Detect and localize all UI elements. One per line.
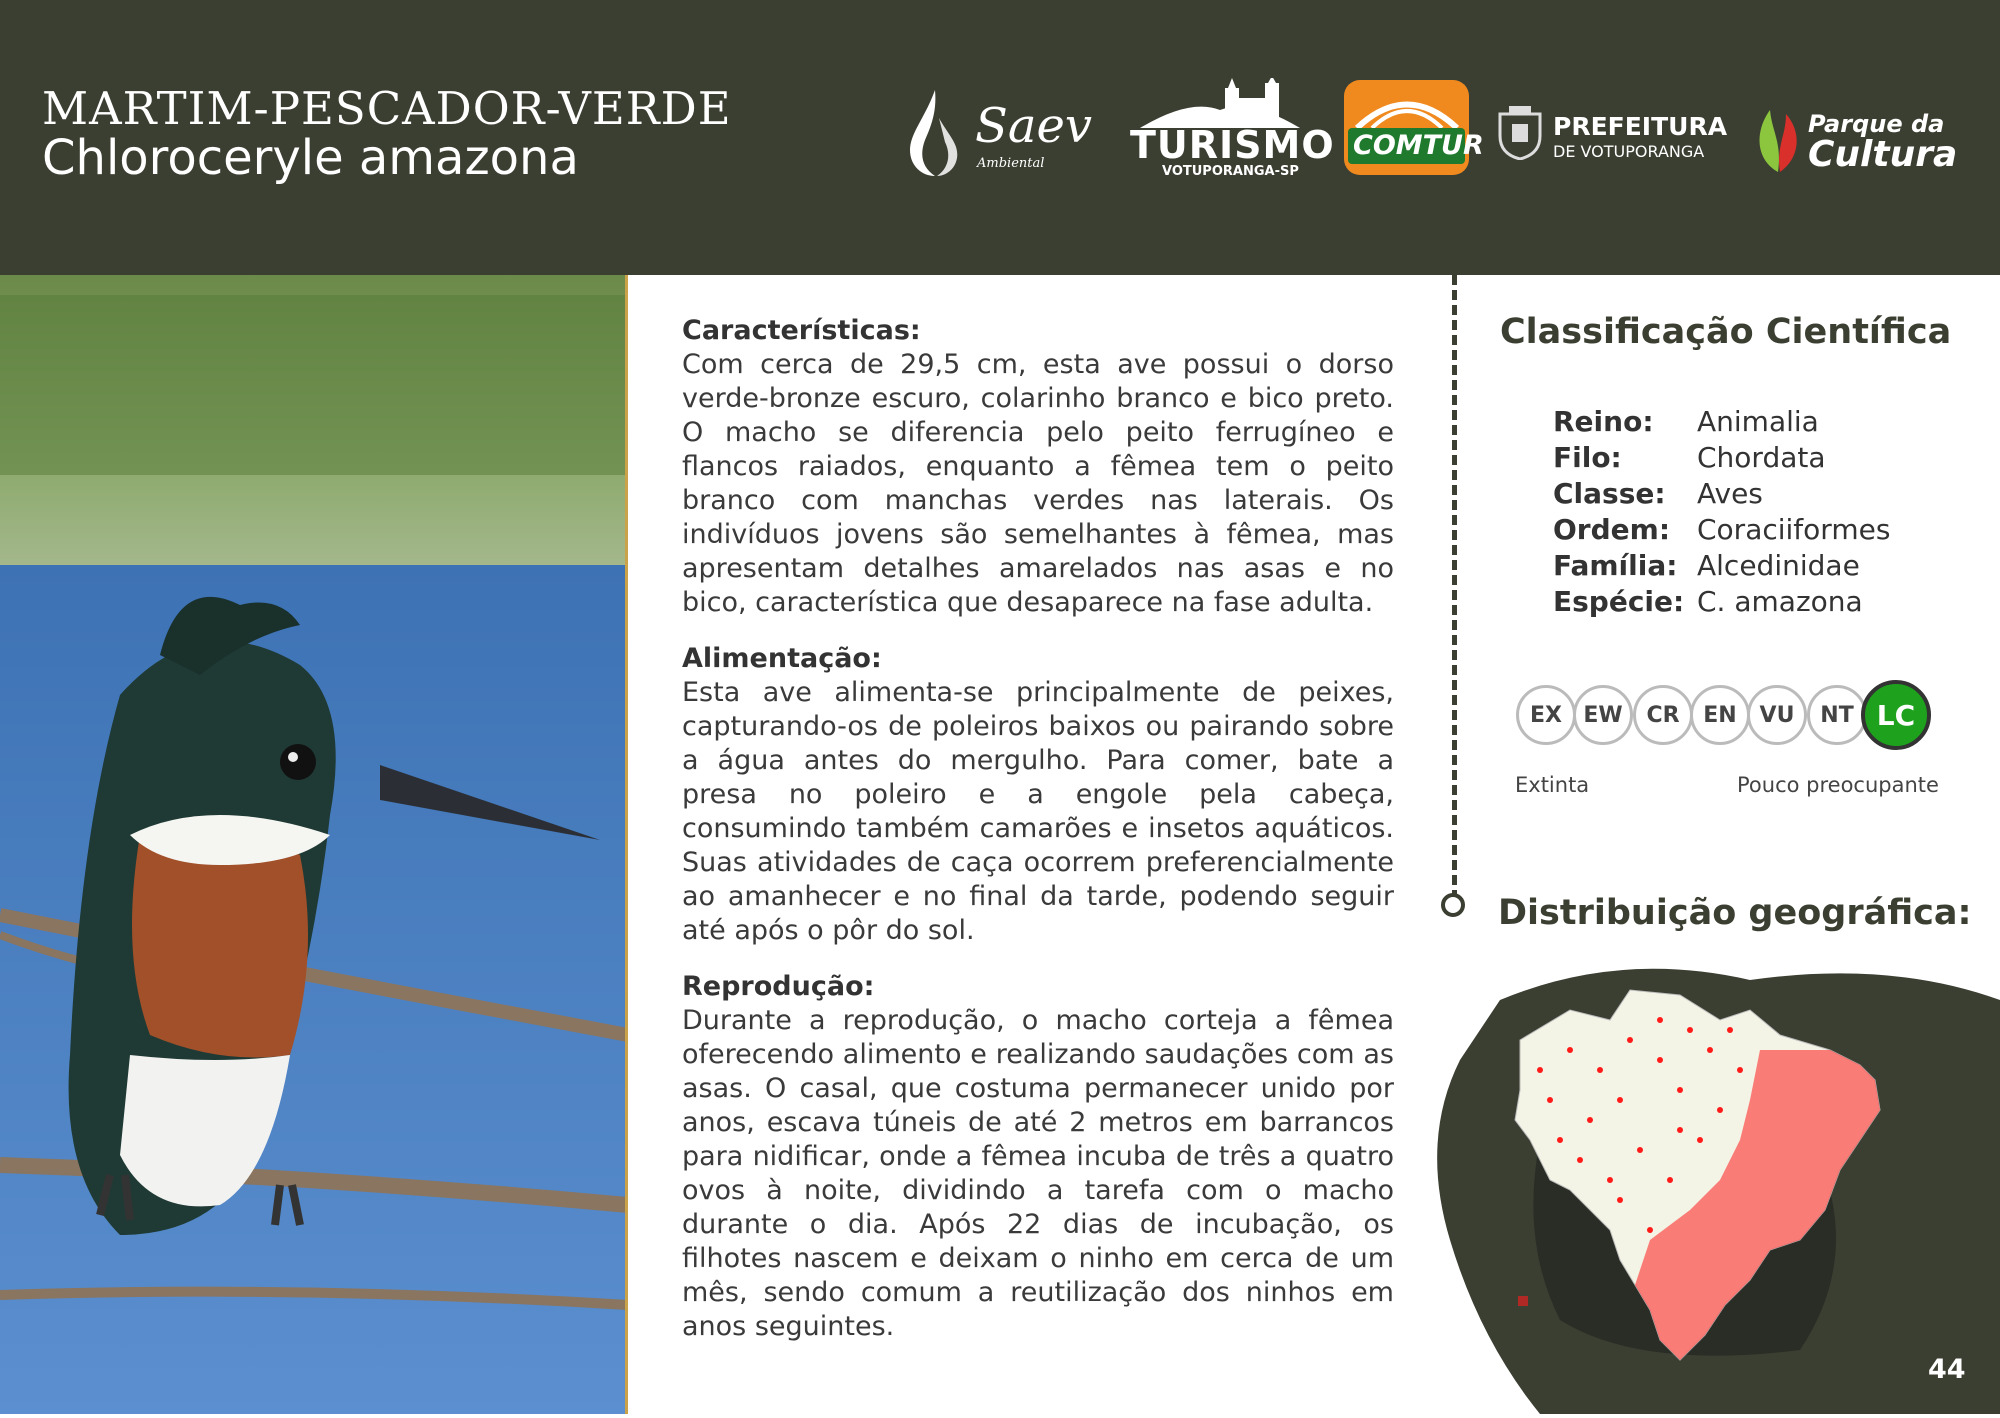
characteristics-heading: Características: <box>682 315 921 346</box>
turismo-logo <box>1130 78 1335 179</box>
status-lc-active: LC <box>1861 680 1931 750</box>
reproduction-heading: Reprodução: <box>682 971 875 1002</box>
status-cr: CR <box>1633 685 1693 745</box>
class-key: Família: <box>1553 549 1678 582</box>
page-number: 44 <box>1928 1354 1966 1385</box>
class-row-ordem <box>1553 513 1890 546</box>
description-column <box>682 314 1394 1366</box>
prefeitura-line1: PREFEITURA <box>1553 112 1728 141</box>
status-ex: EX <box>1516 685 1576 745</box>
header-bar <box>0 0 2000 275</box>
prefeitura-line2: DE VOTUPORANGA <box>1553 142 1705 161</box>
class-value: C. amazona <box>1697 585 1863 618</box>
class-value: Coraciiformes <box>1697 513 1891 546</box>
class-row-reino <box>1553 405 1819 438</box>
class-key: Classe: <box>1553 477 1666 510</box>
distribution-map <box>1420 940 2000 1414</box>
distribution-title: Distribuição geográfica: <box>1498 893 1972 933</box>
class-row-filo <box>1553 441 1826 474</box>
class-row-familia <box>1553 549 1860 582</box>
common-name-title: MARTIM-PESCADOR-VERDE <box>42 82 732 135</box>
parque-cultura-logo <box>1752 102 1957 177</box>
turismo-sub: VOTUPORANGA-SP <box>1162 164 1299 179</box>
class-key: Filo: <box>1553 441 1622 474</box>
classification-title: Classificação Científica <box>1500 312 1952 352</box>
status-ew: EW <box>1573 685 1633 745</box>
turismo-name: TURISMO <box>1130 123 1335 167</box>
class-value: Aves <box>1697 477 1763 510</box>
feeding-text: Esta ave alimenta-se principalmente de peixes, capturando-os de poleiros baixos ou pairando sobre a água antes do mergulho. Para comer, bate a presa no poleiro e a engole pela cabeça, consumindo também camarões e insetos aquáticos. Suas atividades de caça ocorrem preferencialmente ao amanhecer e no final da tarde, podendo seguir até após o pôr do sol. <box>682 677 1394 946</box>
scientific-name-title: Chloroceryle amazona <box>42 130 579 186</box>
divider-end-dot <box>1441 893 1465 917</box>
saev-name: Saev <box>975 98 1093 154</box>
parque-line1: Parque da <box>1808 110 1945 138</box>
class-value: Chordata <box>1697 441 1826 474</box>
characteristics-text: Com cerca de 29,5 cm, esta ave possui o dorso verde-bronze escuro, colarinho branco e bico preto. O macho se diferencia pelo peito ferrugíneo e flancos raiados, enquanto a fêmea tem o peito branco com manchas verdes nas laterais. Os indivíduos jovens são semelhantes à fêmea, mas apresentam detalhes amarelados nas asas e no bico, característica que desaparece na fase adulta. <box>682 349 1394 618</box>
class-row-classe <box>1553 477 1763 510</box>
comtur-name: COMTUR <box>1353 130 1484 161</box>
class-key: Espécie: <box>1553 585 1685 618</box>
class-row-especie <box>1553 585 1863 618</box>
feeding-heading: Alimentação: <box>682 643 882 674</box>
saev-logo <box>905 88 1105 178</box>
dashed-divider <box>1452 275 1457 900</box>
scale-label-left: Extinta <box>1515 773 1590 797</box>
class-key: Ordem: <box>1553 513 1671 546</box>
bird-photo <box>0 275 628 1414</box>
saev-sub: Ambiental <box>977 156 1045 171</box>
prefeitura-logo <box>1495 106 1735 166</box>
status-nt: NT <box>1807 685 1867 745</box>
status-vu: VU <box>1747 685 1807 745</box>
parque-line2: Cultura <box>1808 134 1958 175</box>
class-key: Reino: <box>1553 405 1654 438</box>
class-value: Animalia <box>1697 405 1819 438</box>
comtur-logo <box>1344 80 1484 180</box>
class-value: Alcedinidae <box>1697 549 1860 582</box>
reproduction-text: Durante a reprodução, o macho corteja a fêmea oferecendo alimento e realizando saudações com as asas. O casal, que costuma permanecer unido por anos, escava túneis de até 2 metros em barrancos para nidificar, onde a fêmea incuba de três a quatro ovos à noite, dividindo a tarefa com o macho durante o dia. Após 22 dias de incubação, os filhotes nascem e deixam o ninho em cerca de um mês, sendo comum a reutilização dos ninhos em anos seguintes. <box>682 1005 1394 1342</box>
scale-label-right: Pouco preocupante <box>1737 773 1939 797</box>
status-en: EN <box>1690 685 1750 745</box>
